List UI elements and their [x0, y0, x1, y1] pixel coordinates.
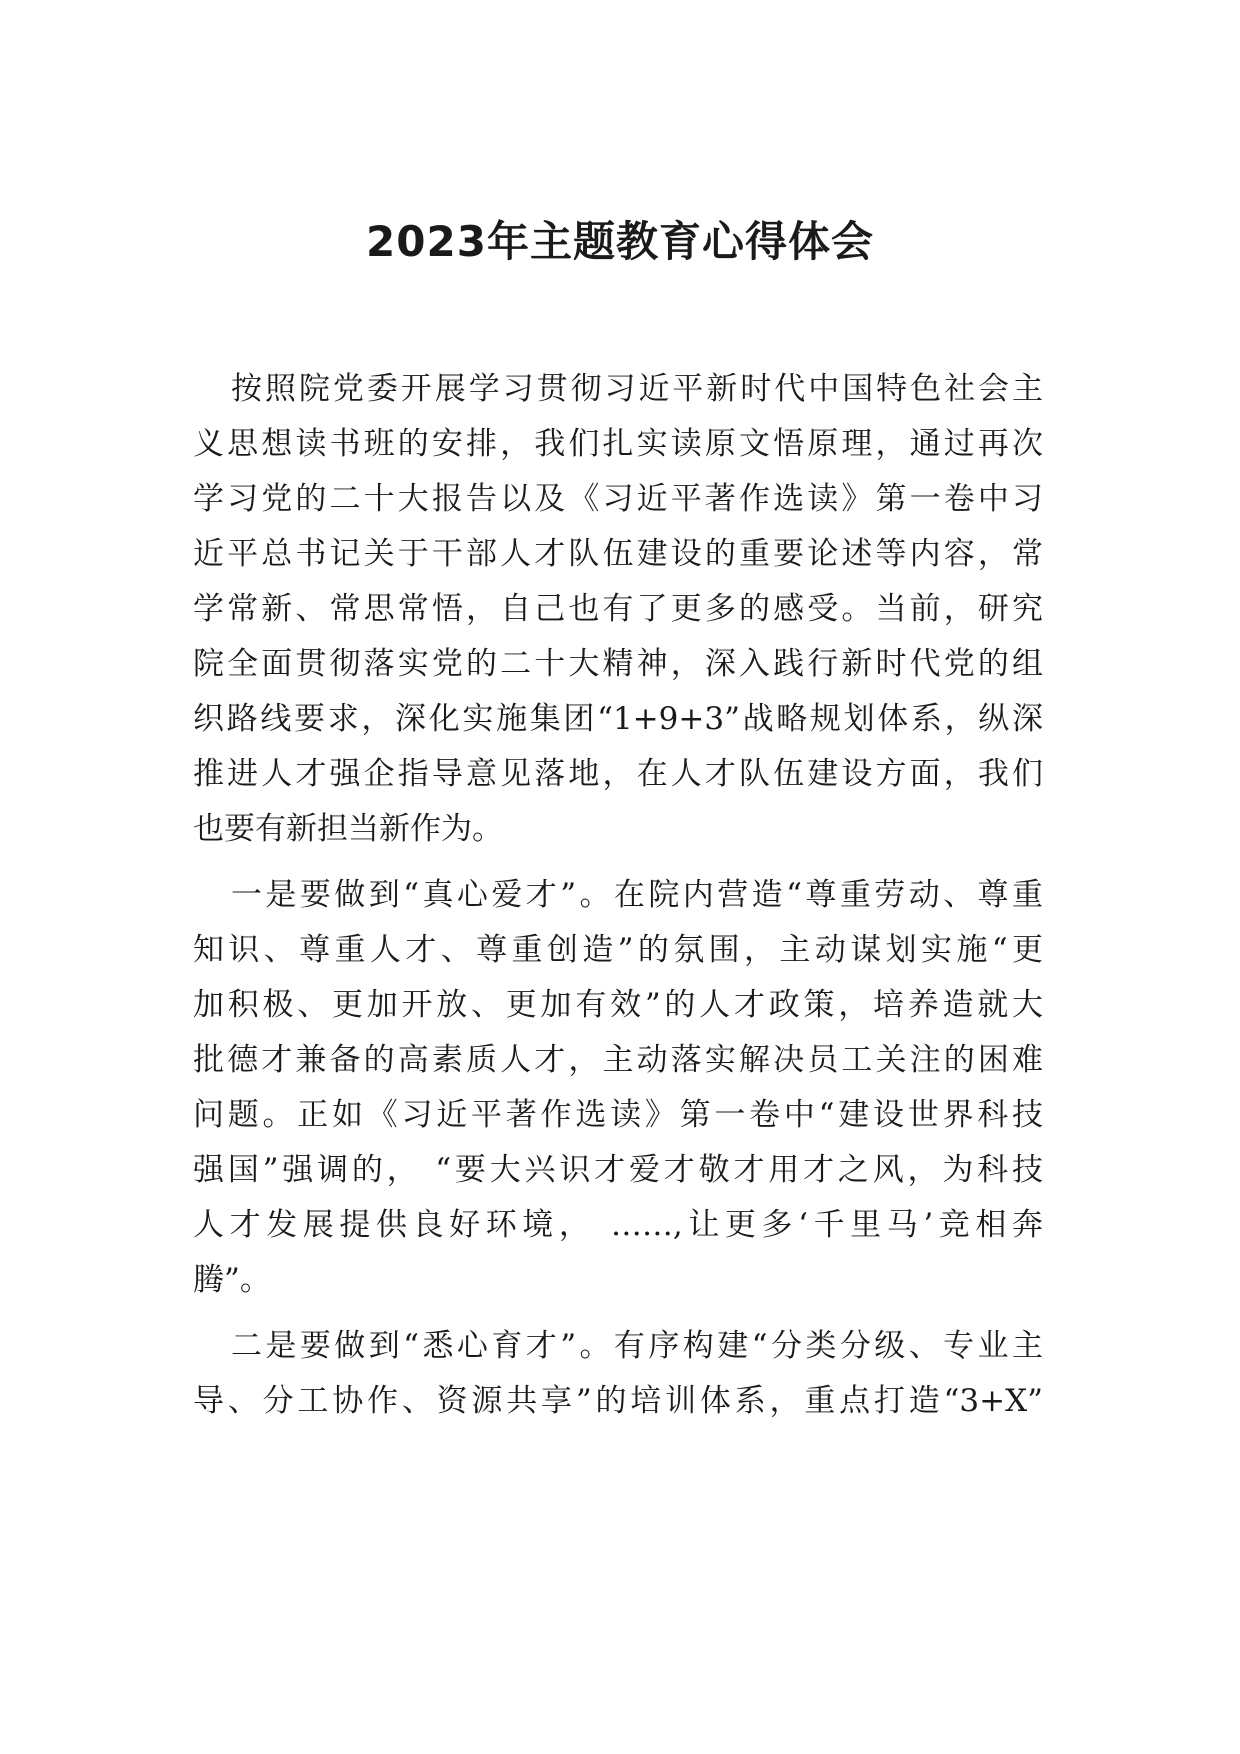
paragraph-line: 人才发展提供良好环境， ……,让更多‘千里马’竞相奔: [193, 1207, 1043, 1243]
paragraph-line: 也要有新担当新作为。: [193, 811, 503, 847]
document-body: [193, 362, 1043, 1440]
paragraph-line: 按照院党委开展学习贯彻习近平新时代中国特色社会主: [231, 371, 1043, 407]
paragraph-line: 加积极、更加开放、更加有效”的人才政策，培养造就大: [193, 987, 1043, 1023]
paragraph-point-two: [193, 1319, 1043, 1429]
paragraph-intro: [193, 362, 1043, 857]
document-title: 2023年主题教育心得体会: [366, 217, 874, 266]
paragraph-line: 义思想读书班的安排，我们扎实读原文悟原理，通过再次: [193, 426, 1043, 462]
paragraph-line: 推进人才强企指导意见落地，在人才队伍建设方面，我们: [193, 756, 1043, 792]
paragraph-point-one: [193, 868, 1043, 1308]
paragraph-line: 二是要做到“悉心育才”。有序构建“分类分级、专业主: [231, 1328, 1043, 1364]
paragraph-line: 强国”强调的， “要大兴识才爱才敬才用才之风，为科技: [193, 1152, 1043, 1188]
paragraph-line: 腾”。: [193, 1262, 271, 1298]
paragraph-line: 院全面贯彻落实党的二十大精神，深入践行新时代党的组: [193, 646, 1043, 682]
paragraph-line: 问题。正如《习近平著作选读》第一卷中“建设世界科技: [193, 1097, 1043, 1133]
paragraph-line: 近平总书记关于干部人才队伍建设的重要论述等内容，常: [193, 536, 1043, 572]
paragraph-line: 知识、尊重人才、尊重创造”的氛围，主动谋划实施“更: [193, 932, 1043, 968]
paragraph-line: 织路线要求，深化实施集团“1+9+3”战略规划体系，纵深: [193, 701, 1043, 737]
paragraph-line: 导、分工协作、资源共享”的培训体系，重点打造“3+X”: [193, 1383, 1043, 1419]
paragraph-line: 学习党的二十大报告以及《习近平著作选读》第一卷中习: [193, 481, 1043, 517]
paragraph-line: 批德才兼备的高素质人才，主动落实解决员工关注的困难: [193, 1042, 1043, 1078]
paragraph-line: 学常新、常思常悟，自己也有了更多的感受。当前，研究: [193, 591, 1043, 627]
paragraph-line: 一是要做到“真心爱才”。在院内营造“尊重劳动、尊重: [231, 877, 1043, 913]
